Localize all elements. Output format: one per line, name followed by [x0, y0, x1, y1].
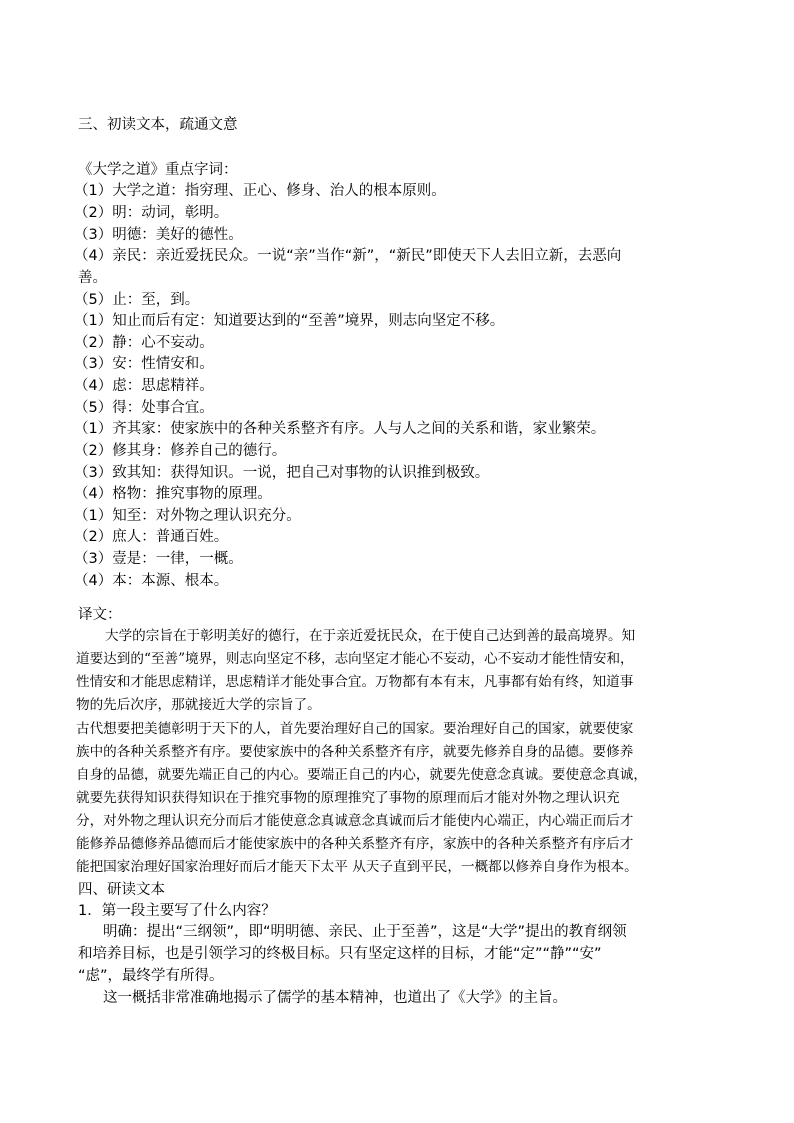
- translation-line: 性情安和才能思虑精详，思虑精详才能处事合宜。万物都有本有末，凡事都有始有终，知道事: [76, 674, 634, 690]
- section-3-heading: 三、初读文本，疏通文意: [78, 117, 238, 133]
- vocab-item: （5）止：至，到。: [74, 292, 200, 308]
- vocab-item: （4）本：本源、根本。: [74, 573, 229, 589]
- vocab-item: （1）知至：对外物之理认识充分。: [74, 508, 301, 524]
- translation-line: 大学的宗旨在于彰明美好的德行，在于亲近爱抚民众，在于使自己达到善的最高境界。知: [105, 628, 636, 644]
- answer-line: “虑”，最终学有所得。: [78, 968, 224, 984]
- vocab-item: （5）得：处事合宜。: [74, 400, 214, 416]
- answer-line: 和培养目标，也是引领学习的终极目标。只有坚定这样的目标，才能“定”“静”“安”: [78, 946, 602, 962]
- vocab-item: （3）壹是：一律，一概。: [74, 551, 243, 567]
- vocab-item: （2）静：心不妄动。: [74, 335, 214, 351]
- answer-line: 明确：提出“三纲领”，即“明明德、亲民、止于至善”，这是“大学”提出的教育纲领: [103, 924, 627, 940]
- vocab-item: （3）致其知：获得知识。一说，把自己对事物的认识推到极致。: [74, 465, 490, 481]
- vocab-item: （4）格物：推究事物的原理。: [74, 486, 272, 502]
- vocab-title: 《大学之道》重点字词：: [78, 162, 238, 178]
- vocab-item: （1）知止而后有定：知道要达到的“至善”境界，则志向坚定不移。: [74, 313, 505, 329]
- vocab-item: （1）齐其家：使家族中的各种关系整齐有序。人与人之间的关系和谐，家业繁荣。: [74, 421, 606, 437]
- translation-line: 就要先获得知识获得知识在于推究事物的原理推究了事物的原理而后才能对外物之理认识充: [76, 790, 620, 806]
- translation-line: 道要达到的“至善”境界，则志向坚定不移，志向坚定才能心不妄动，心不妄动才能性情安和，: [76, 651, 634, 667]
- translation-line: 古代想要把美德彰明于天下的人，首先要治理好自己的国家。要治理好自己的国家，就要使家: [76, 721, 634, 737]
- vocab-item: 善。: [78, 270, 107, 286]
- translation-line: 能把国家治理好国家治理好而后才能天下太平 从天子直到平民，一概都以修养自身作为根本。: [76, 859, 638, 875]
- vocab-item: （4）虑：思虑精祥。: [74, 378, 214, 394]
- section-4-heading: 四、研读文本: [78, 882, 165, 898]
- translation-line: 族中的各种关系整齐有序。要使家族中的各种关系整齐有序，就要先修养自身的品德。要修养: [76, 744, 634, 760]
- answer-line: 这一概括非常准确地揭示了儒学的基本精神，也道出了《大学》的主旨。: [103, 990, 567, 1006]
- vocab-item: （2）明：动词，彰明。: [74, 205, 229, 221]
- vocab-item: （2）庶人：普通百姓。: [74, 529, 229, 545]
- vocab-item: （2）修其身：修养自己的德行。: [74, 443, 287, 459]
- vocab-item: （1）大学之道：指穷理、正心、修身、治人的根本原则。: [74, 183, 446, 199]
- vocab-item: （3）明德：美好的德性。: [74, 227, 243, 243]
- translation-line: 能修养品德修养品德而后才能使家族中的各种关系整齐有序，家族中的各种关系整齐有序后才: [76, 836, 634, 852]
- translation-line: 分，对外物之理认识充分而后才能使意念真诚意念真诚而后才能使内心端正，内心端正而后才: [76, 813, 634, 829]
- translation-title: 译文：: [78, 607, 122, 623]
- translation-line: 物的先后次序，那就接近大学的宗旨了。: [76, 697, 321, 713]
- translation-line: 自身的品德，就要先端正自己的内心。要端正自己的内心，就要先使意念真诚。要使意念真诚，: [76, 767, 647, 783]
- question-1: 1．第一段主要写了什么内容？: [78, 903, 276, 919]
- vocab-item: （4）亲民：亲近爱抚民众。一说“亲”当作“新”，“新民”即使天下人去旧立新，去恶向: [74, 248, 622, 264]
- vocab-item: （3）安：性情安和。: [74, 356, 214, 372]
